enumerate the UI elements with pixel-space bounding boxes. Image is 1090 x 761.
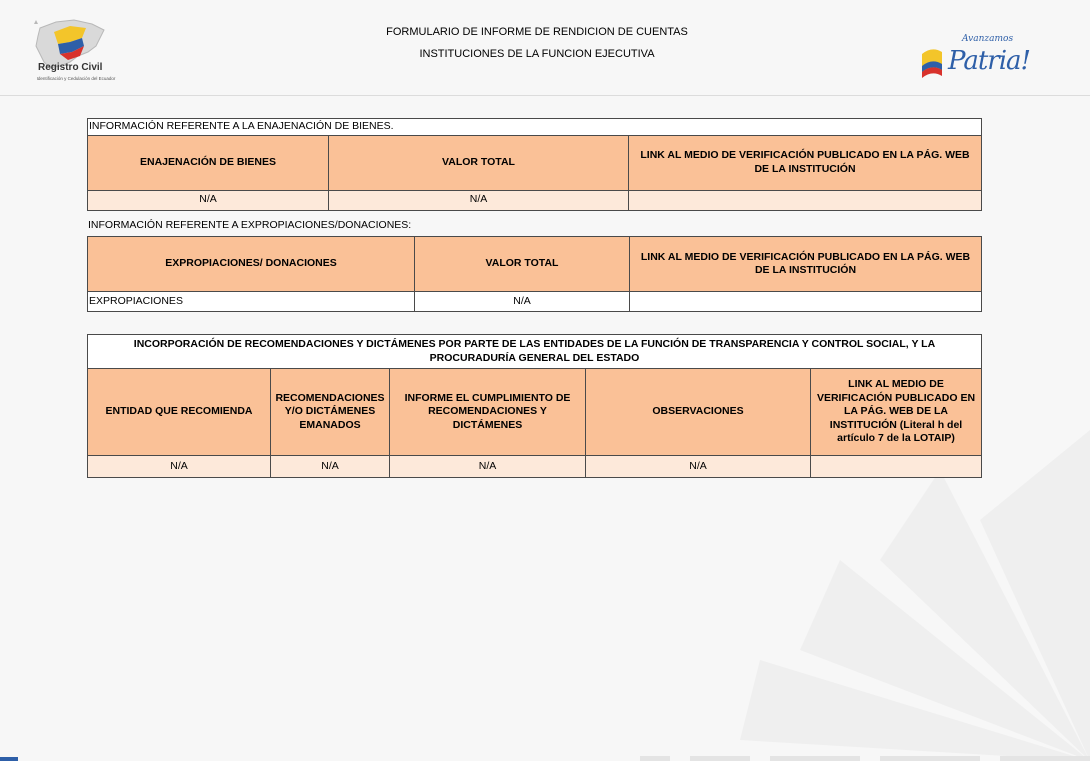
avanzamos-patria-logo: [918, 26, 1028, 86]
recomendaciones-cell-entidad: N/A: [88, 456, 271, 478]
enajenacion-cell-bienes: N/A: [88, 190, 329, 210]
recomendaciones-cell-observaciones: N/A: [586, 456, 811, 478]
avanzamos-script: Avanzamos: [962, 34, 1014, 44]
enajenacion-header-valor: VALOR TOTAL: [329, 135, 629, 190]
ecuador-map-icon: [26, 16, 116, 96]
recomendaciones-header-link: LINK AL MEDIO DE VERIFICACIÓN PUBLICADO EN LA PÁG. WEB DE LA INSTITUCIÓN (Literal h del artículo 7 de la LOTAIP): [811, 369, 982, 456]
recomendaciones-header-cumplimiento: INFORME EL CUMPLIMIENTO DE RECOMENDACIONES Y DICTÁMENES: [390, 369, 586, 456]
recomendaciones-header-observaciones: OBSERVACIONES: [586, 369, 811, 456]
expropiaciones-header-tipo: EXPROPIACIONES/ DONACIONES: [88, 237, 415, 292]
bottom-decorative-strip: [0, 752, 1090, 761]
recomendaciones-cell-dictamenes: N/A: [271, 456, 390, 478]
expropiaciones-table: [87, 236, 982, 312]
form-title: FORMULARIO DE INFORME DE RENDICION DE CUENTAS: [386, 26, 688, 38]
expropiaciones-caption: INFORMACIÓN REFERENTE A EXPROPIACIONES/DONACIONES:: [88, 219, 412, 231]
registro-civil-name: Registro Civil: [38, 62, 103, 73]
expropiaciones-cell-valor: N/A: [415, 292, 630, 312]
header-divider: [0, 95, 1090, 96]
registro-civil-logo: [26, 16, 116, 96]
enajenacion-header-link: LINK AL MEDIO DE VERIFICACIÓN PUBLICADO EN LA PÁG. WEB DE LA INSTITUCIÓN: [629, 135, 982, 190]
form-subtitle: INSTITUCIONES DE LA FUNCION EJECUTIVA: [419, 48, 655, 60]
recomendaciones-header-dictamenes: RECOMENDACIONES Y/O DICTÁMENES EMANADOS: [271, 369, 390, 456]
expropiaciones-header-valor: VALOR TOTAL: [415, 237, 630, 292]
expropiaciones-cell-tipo: EXPROPIACIONES: [88, 292, 415, 312]
enajenacion-cell-link: [629, 190, 982, 210]
expropiaciones-header-link: LINK AL MEDIO DE VERIFICACIÓN PUBLICADO EN LA PÁG. WEB DE LA INSTITUCIÓN: [630, 237, 982, 292]
enajenacion-header-bienes: ENAJENACIÓN DE BIENES: [88, 135, 329, 190]
patria-word: Patria!: [948, 46, 1030, 76]
recomendaciones-header-entidad: ENTIDAD QUE RECOMIENDA: [88, 369, 271, 456]
recomendaciones-cell-link: [811, 456, 982, 478]
registro-civil-subtitle: Identificación y Cedulación del Ecuador: [36, 76, 116, 81]
enajenacion-cell-valor: N/A: [329, 190, 629, 210]
expropiaciones-cell-link: [630, 292, 982, 312]
enajenacion-caption: INFORMACIÓN REFERENTE A LA ENAJENACIÓN DE BIENES.: [88, 119, 982, 136]
recomendaciones-cell-cumplimiento: N/A: [390, 456, 586, 478]
recomendaciones-table: [87, 334, 982, 478]
enajenacion-table: [87, 118, 982, 211]
recomendaciones-caption: INCORPORACIÓN DE RECOMENDACIONES Y DICTÁMENES POR PARTE DE LAS ENTIDADES DE LA FUNCIÓN DE TRANSPARENCIA Y CONTROL SOCIAL, Y LA PROCURADURÍA GENERAL DEL ESTADO: [88, 335, 982, 369]
